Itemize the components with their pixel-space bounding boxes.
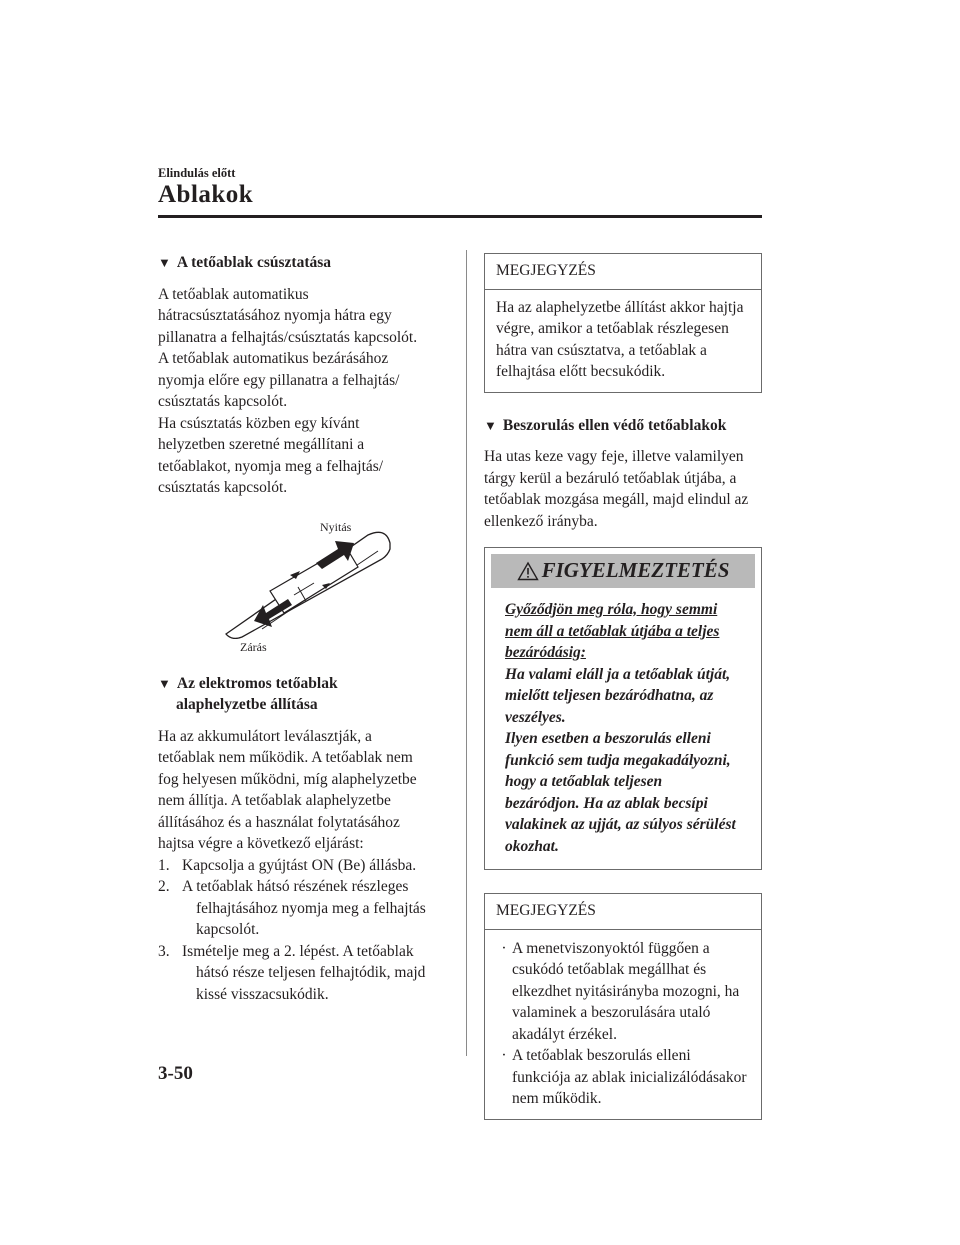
heading-sliding bbox=[158, 252, 448, 274]
text-line: Kapcsolja a gyújtást ON (Be) állásba. bbox=[182, 856, 417, 874]
text-line: hátsó része teljesen felhajtódik, majd bbox=[196, 964, 426, 981]
text-line: Ha valami eláll ja a tetőablak útját, bbox=[505, 665, 731, 683]
column-divider bbox=[466, 250, 467, 1056]
warning-triangle-icon bbox=[517, 561, 539, 581]
warning-underlined-line: Győződjön meg róla, hogy semmi bbox=[505, 601, 718, 618]
warning-box bbox=[484, 547, 762, 870]
note-box-2 bbox=[484, 893, 762, 1120]
text-line: csúsztatás kapcsolót. bbox=[158, 479, 288, 496]
note-label: MEGJEGYZÉS bbox=[485, 894, 761, 930]
text-line: valakinek az ujját, az súlyos sérülést bbox=[505, 816, 736, 833]
steps-list bbox=[158, 855, 448, 1006]
text-line: akadályt érzékel. bbox=[512, 1025, 617, 1043]
text-line: kissé visszacsukódik. bbox=[196, 985, 329, 1003]
text-line: állításához és a használat folytatásához bbox=[158, 813, 400, 831]
paragraph-reset bbox=[158, 726, 448, 855]
text-line: tárgy kerül a bezáruló tetőablak útjába, a bbox=[484, 469, 737, 487]
text-line: funkciója az ablak inicializálódásakor bbox=[512, 1068, 747, 1086]
text-line: elkezdhet nyitásirányba mozogni, ha bbox=[512, 982, 740, 1000]
page-title: Ablakok bbox=[158, 181, 254, 208]
text-line: Ha az akkumulátort leválasztják, a bbox=[158, 727, 372, 745]
text-line: bezáródjon. Ha az ablak becsípi bbox=[505, 794, 708, 812]
heading-sliding-text: A tetőablak csúsztatása bbox=[176, 254, 332, 271]
figure-label-close: Zárás bbox=[240, 639, 267, 654]
heading-pinch-text: Beszorulás ellen védő tetőablakok bbox=[502, 416, 727, 434]
warning-label: FIGYELMEZTETÉS bbox=[541, 558, 730, 583]
heading-pinch bbox=[484, 415, 762, 437]
text-line: Ha utas keze vagy feje, illetve valamilyen bbox=[484, 448, 744, 465]
note-body bbox=[485, 290, 761, 392]
text-line: hátra van csúsztatva, a tetőablak a bbox=[496, 341, 707, 359]
text-line: Ha csúsztatás közben egy kívánt bbox=[158, 414, 360, 432]
switch-illustration bbox=[218, 529, 398, 639]
section-kicker: Elindulás előtt bbox=[158, 166, 236, 180]
list-item bbox=[158, 876, 448, 941]
page-number: 3-50 bbox=[158, 1063, 193, 1084]
heading-reset-line2: alaphelyzetbe állítása bbox=[176, 696, 318, 713]
list-item bbox=[496, 938, 750, 1046]
text-line: pillanatra a felhajtás/csúsztatás kapcsolót. bbox=[158, 328, 418, 346]
triangle-icon: ▼ bbox=[484, 417, 497, 433]
text-line: A tetőablak automatikus bezárásához bbox=[158, 350, 389, 367]
text-line: kapcsolót. bbox=[196, 921, 260, 938]
warning-underlined-line: bezáródásig: bbox=[505, 644, 586, 661]
text-line: felhajtásához nyomja meg a felhajtás bbox=[196, 899, 426, 917]
warning-body bbox=[485, 594, 761, 869]
text-line: Ilyen esetben a beszorulás elleni bbox=[505, 730, 711, 747]
text-line: csukódó tetőablak megállhat és bbox=[512, 961, 707, 978]
left-column bbox=[158, 252, 448, 1005]
text-line: Ha az alaphelyzetbe állítást akkor hajtja bbox=[496, 298, 744, 316]
list-item bbox=[158, 941, 448, 1006]
step-number: 2. bbox=[158, 878, 170, 895]
text-line: nem működik. bbox=[512, 1090, 602, 1107]
text-line: tetőablak nem működik. A tetőablak nem bbox=[158, 749, 413, 766]
text-line: A menetviszonyoktól függően a bbox=[512, 939, 710, 957]
text-line: A tetőablak beszorulás elleni bbox=[512, 1047, 691, 1064]
text-line: A tetőablak automatikus bbox=[158, 285, 309, 303]
text-line: végre, amikor a tetőablak részlegesen bbox=[496, 320, 729, 337]
triangle-icon: ▼ bbox=[158, 255, 171, 270]
warning-header bbox=[491, 554, 755, 588]
step-number: 3. bbox=[158, 942, 170, 960]
paragraph-sliding bbox=[158, 284, 448, 499]
header-rule bbox=[158, 215, 762, 218]
list-item bbox=[158, 855, 448, 877]
text-line: nyomja előre egy pillanatra a felhajtás/ bbox=[158, 371, 400, 389]
text-line: valaminek a beszorulására utaló bbox=[512, 1004, 711, 1021]
bullet-icon: · bbox=[501, 1047, 507, 1064]
paragraph-pinch bbox=[484, 446, 762, 532]
note-label: MEGJEGYZÉS bbox=[485, 254, 761, 290]
note-box bbox=[484, 253, 762, 393]
text-line: tetőablakot, nyomja meg a felhajtás/ bbox=[158, 457, 384, 475]
text-line: tetőablak mozgása megáll, majd elindul az bbox=[484, 491, 749, 508]
text-line: felhajtása előtt becsukódik. bbox=[496, 363, 666, 380]
triangle-icon: ▼ bbox=[158, 675, 171, 691]
text-line: csúsztatás kapcsolót. bbox=[158, 393, 288, 410]
heading-reset bbox=[158, 673, 448, 695]
text-line: Ismételje meg a 2. lépést. A tetőablak bbox=[182, 942, 414, 960]
step-number: 1. bbox=[158, 856, 170, 874]
list-item bbox=[496, 1045, 750, 1110]
heading-reset-line1: Az elektromos tetőablak bbox=[176, 674, 338, 692]
note-body bbox=[485, 930, 761, 1119]
figure-label-open: Nyitás bbox=[320, 519, 352, 534]
text-line: hajtsa végre a következő eljárást: bbox=[158, 835, 364, 852]
text-line: A tetőablak hátsó részének részleges bbox=[182, 878, 409, 895]
text-line: helyzetben szeretné megállítani a bbox=[158, 436, 365, 453]
text-line: funkció sem tudja megakadályozni, bbox=[505, 751, 731, 769]
text-line: fog helyesen működni, míg alaphelyzetbe bbox=[158, 770, 417, 788]
bullet-icon: · bbox=[501, 939, 507, 957]
text-line: nem állítja. A tetőablak alaphelyzetbe bbox=[158, 792, 391, 809]
text-line: hogy a tetőablak teljesen bbox=[505, 773, 663, 790]
switch-panel-outline bbox=[226, 532, 390, 638]
text-line: ellenkező irányba. bbox=[484, 512, 598, 530]
text-line: okozhat. bbox=[505, 837, 559, 855]
warning-underlined-line: nem áll a tetőablak útjába a teljes bbox=[505, 622, 720, 640]
text-line: veszélyes. bbox=[505, 708, 566, 726]
right-column bbox=[484, 253, 762, 1120]
text-line: mielőtt teljesen bezáródhatna, az bbox=[505, 687, 714, 704]
text-line: hátracsúsztatásához nyomja hátra egy bbox=[158, 307, 392, 324]
sunroof-switch-figure bbox=[158, 507, 448, 667]
